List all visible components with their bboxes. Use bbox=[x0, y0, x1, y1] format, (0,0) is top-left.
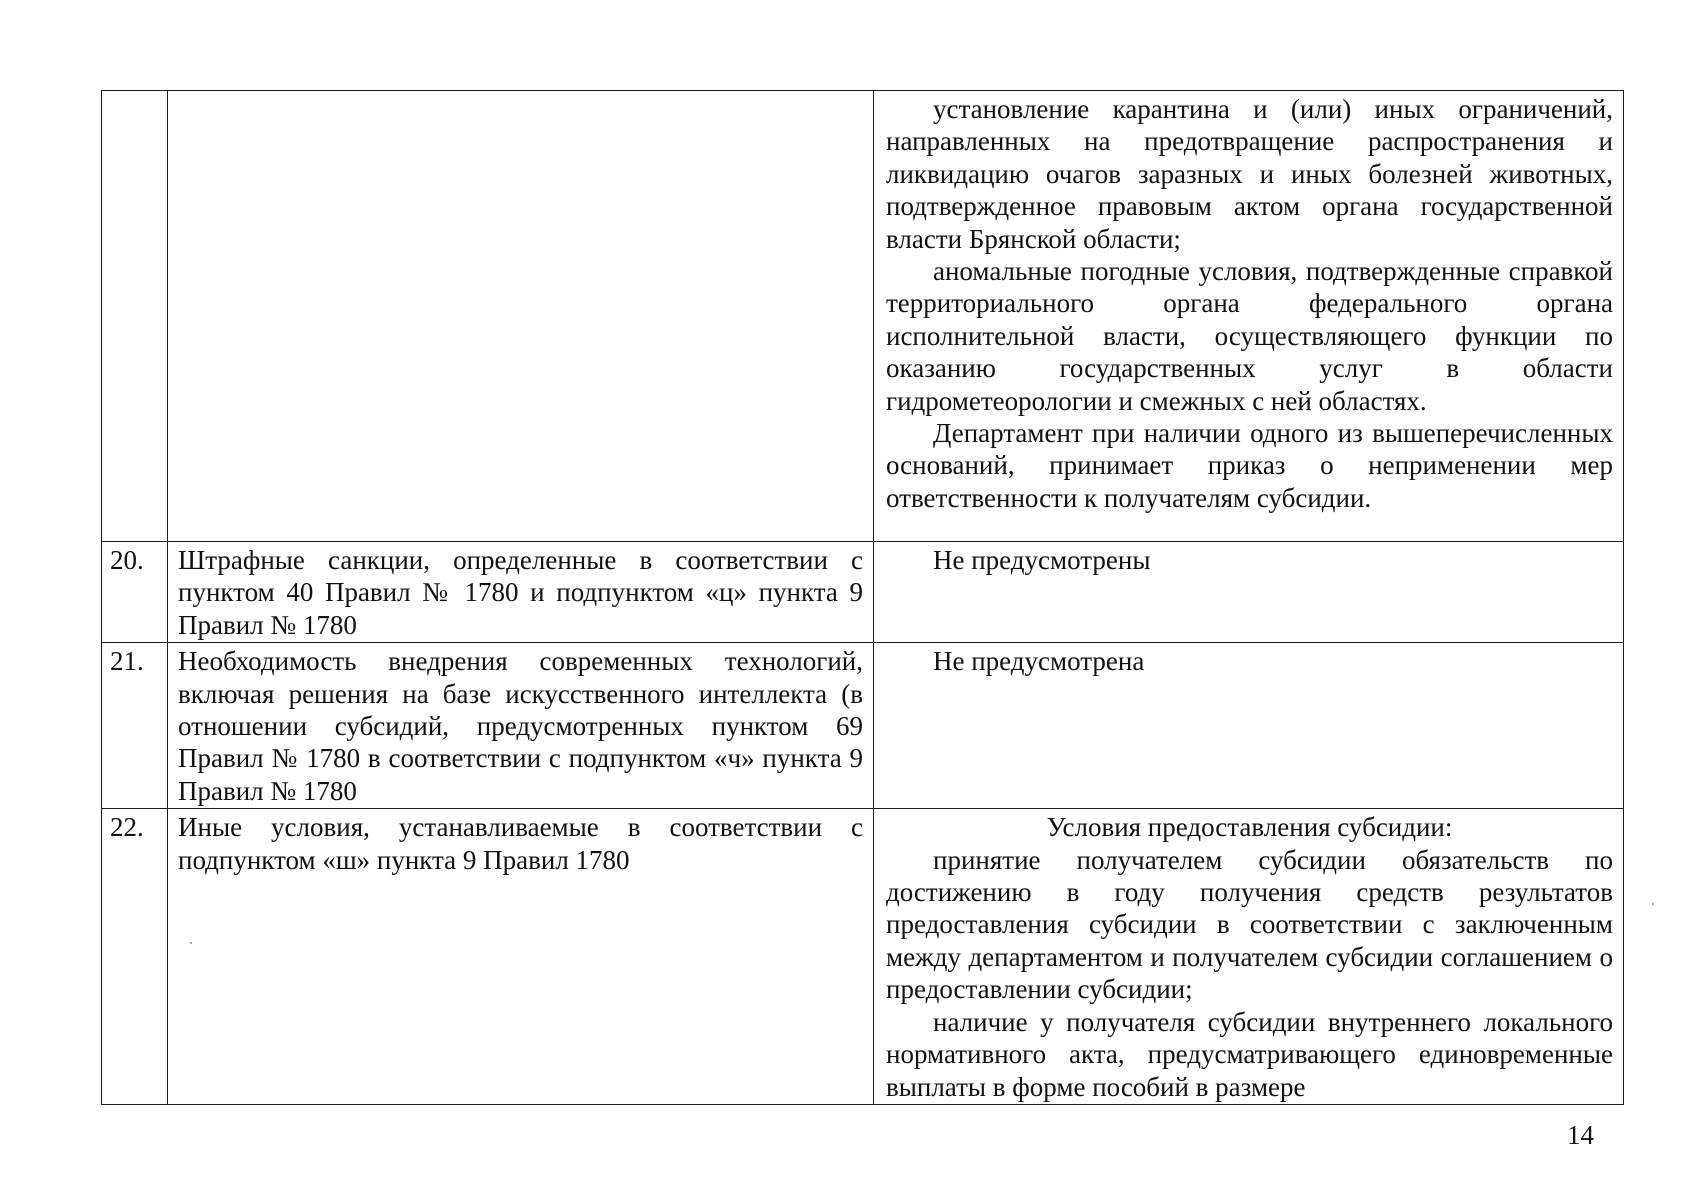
value-paragraph: аномальные погодные условия, подтвержденные справкой территориального органа федерального органа исполнительной власти, осуществляющего функции по оказанию государственных услуг в области гидрометеорологии и смежных с ней областях. bbox=[886, 256, 1613, 416]
scan-speck bbox=[1652, 903, 1654, 905]
table-row bbox=[102, 809, 1624, 1105]
condition-cell: Иные условия, устанавливаемые в соответствии с подпунктом «ш» пункта 9 Правил 1780 bbox=[168, 809, 874, 1105]
value-paragraph: Департамент при наличии одного из вышеперечисленных оснований, принимает приказ о неприменении мер ответственности к получателям субсидии. bbox=[886, 418, 1613, 513]
table-row bbox=[102, 542, 1624, 643]
row-number-cell: 22. bbox=[102, 809, 168, 1105]
condition-cell: Необходимость внедрения современных технологий, включая решения на базе искусственного интеллекта (в отношении субсидий, предусмотренных пунктом 69 Правил № 1780 в соответствии с подпунктом «ч» пункта 9 Правил № 1780 bbox=[168, 643, 874, 809]
page-number: 14 bbox=[1567, 1120, 1594, 1150]
value-paragraph: принятие получателем субсидии обязательств по достижению в году получения средств результатов предоставления субсидии в соответствии с заключенным между департаментом и получателем субсидии соглашением о предоставлении субсидии; bbox=[886, 844, 1613, 1005]
row-number-cell: 20. bbox=[102, 542, 168, 643]
value-paragraph: установление карантина и (или) иных ограничений, направленных на предотвращение распространения и ликвидацию очагов заразных и иных болезней животных, подтвержденное правовым актом органа государственной власти Брянской области; bbox=[886, 94, 1613, 254]
table-row bbox=[102, 643, 1624, 809]
value-heading: Условия предоставления субсидии: bbox=[1046, 812, 1453, 843]
value-cell bbox=[874, 809, 1624, 1105]
value-paragraph: Не предусмотрены bbox=[933, 545, 1151, 575]
condition-cell: Штрафные санкции, определенные в соответствии с пунктом 40 Правил № 1780 и подпунктом «ц» пункта 9 Правил № 1780 bbox=[168, 542, 874, 643]
value-paragraph: наличие у получателя субсидии внутреннего локального нормативного акта, предусматривающего единовременные выплаты в форме пособий в размере bbox=[886, 1006, 1613, 1102]
value-cell bbox=[874, 643, 1624, 809]
table-row bbox=[102, 91, 1624, 542]
value-cell bbox=[874, 91, 1624, 542]
conditions-table bbox=[101, 90, 1624, 1105]
value-paragraph: Не предусмотрена bbox=[933, 646, 1145, 677]
row-number-cell: 21. bbox=[102, 643, 168, 809]
condition-cell bbox=[168, 91, 874, 542]
value-cell bbox=[874, 542, 1624, 643]
row-number-cell bbox=[102, 91, 168, 542]
scan-speck bbox=[190, 942, 192, 944]
